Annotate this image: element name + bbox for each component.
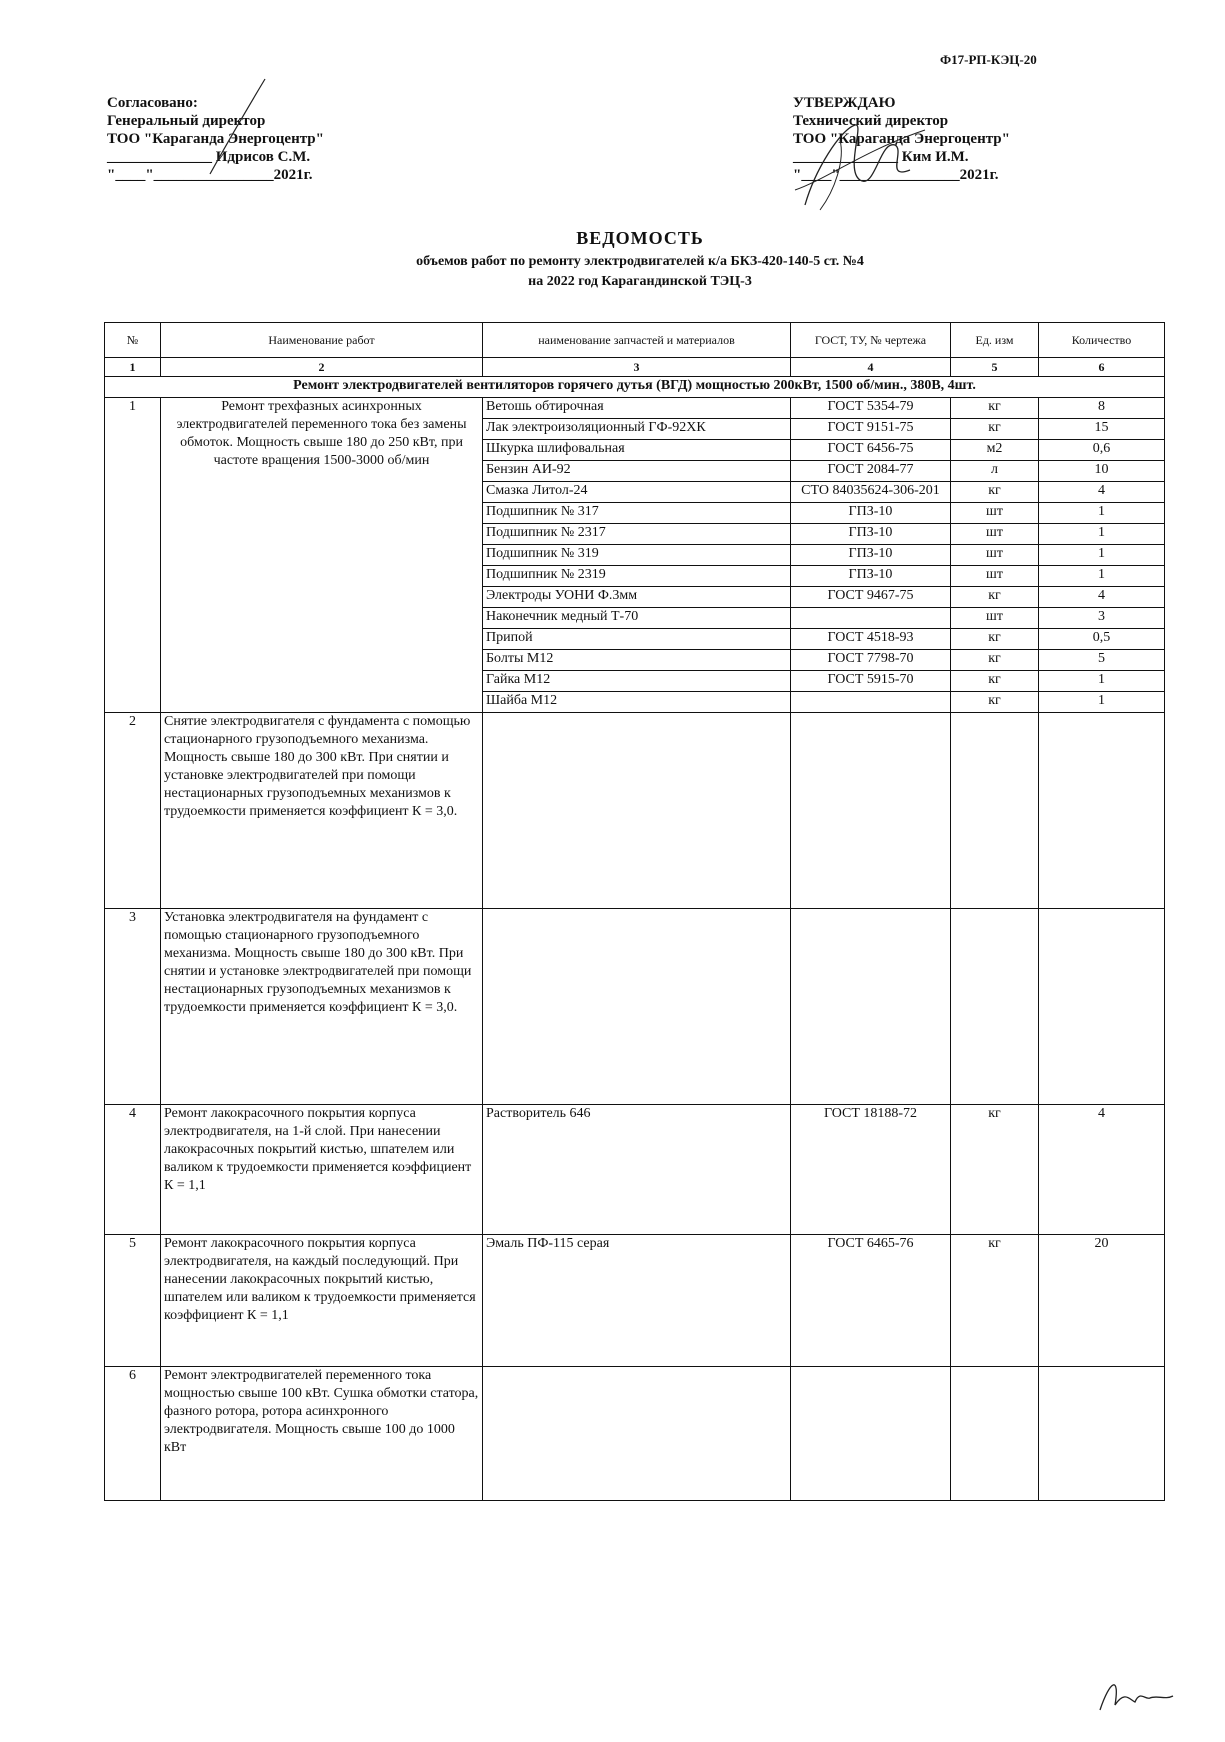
material-qty: 1 — [1039, 671, 1165, 692]
table-row — [105, 1367, 1165, 1501]
material-gost — [791, 909, 951, 1105]
material-unit: кг — [951, 1235, 1039, 1367]
material-unit: кг — [951, 671, 1039, 692]
section-title-row — [105, 377, 1165, 398]
material-gost — [791, 1367, 951, 1501]
material-unit: л — [951, 461, 1039, 482]
material-gost: ГОСТ 6456-75 — [791, 440, 951, 461]
material-name — [483, 1367, 791, 1501]
section-title: Ремонт электродвигателей вентиляторов горячего дутья (ВГД) мощностью 200кВт, 1500 об/мин., 380В, 4шт. — [105, 377, 1165, 398]
material-qty: 4 — [1039, 1105, 1165, 1235]
material-unit: кг — [951, 692, 1039, 713]
column-number-row — [105, 358, 1165, 377]
approval-left-position: Генеральный директор — [107, 113, 266, 129]
material-gost: ГОСТ 5354-79 — [791, 398, 951, 419]
material-qty: 3 — [1039, 608, 1165, 629]
material-unit: шт — [951, 524, 1039, 545]
material-unit: кг — [951, 587, 1039, 608]
material-gost: ГПЗ-10 — [791, 545, 951, 566]
approval-right-company: ТОО "Караганда Энергоцентр" — [793, 131, 1010, 147]
document-subtitle-1: объемов работ по ремонту электродвигателей к/а БКЗ-420-140-5 ст. №4 — [416, 254, 864, 269]
material-name: Шайба М12 — [483, 692, 791, 713]
work-description: Ремонт трехфазных асинхронных электродвигателей переменного тока без замены обмоток. Мощность свыше 180 до 250 кВт, при частоте вращения 1500-3000 об/мин — [161, 398, 483, 713]
approval-left-name: ______________ Идрисов С.М. — [107, 149, 311, 165]
material-qty: 0,6 — [1039, 440, 1165, 461]
work-number: 4 — [105, 1105, 161, 1235]
material-gost: ГОСТ 2084-77 — [791, 461, 951, 482]
form-code: Ф17-РП-КЭЦ-20 — [940, 52, 1037, 67]
material-qty: 15 — [1039, 419, 1165, 440]
approval-left-company: ТОО "Караганда Энергоцентр" — [107, 131, 324, 147]
material-gost: ГОСТ 18188-72 — [791, 1105, 951, 1235]
material-qty: 1 — [1039, 692, 1165, 713]
material-unit: шт — [951, 608, 1039, 629]
approval-right-block — [793, 94, 1010, 184]
header-qty: Количество — [1039, 323, 1165, 358]
column-number: 6 — [1039, 358, 1165, 377]
material-qty: 1 — [1039, 524, 1165, 545]
material-name: Наконечник медный Т-70 — [483, 608, 791, 629]
table-row — [105, 1235, 1165, 1367]
material-name: Ветошь обтирочная — [483, 398, 791, 419]
column-number: 3 — [483, 358, 791, 377]
material-qty: 1 — [1039, 566, 1165, 587]
material-name: Бензин АИ-92 — [483, 461, 791, 482]
material-name: Гайка М12 — [483, 671, 791, 692]
material-gost: ГОСТ 7798-70 — [791, 650, 951, 671]
material-unit: шт — [951, 566, 1039, 587]
column-number: 2 — [161, 358, 483, 377]
material-gost — [791, 692, 951, 713]
work-description: Ремонт лакокрасочного покрытия корпуса электродвигателя, на каждый последующий. При нанесении лакокрасочных покрытий кистью, шпателем или валиком к трудоемкости применяется коэффициент К = 1,1 — [161, 1235, 483, 1367]
material-unit — [951, 909, 1039, 1105]
material-gost: ГОСТ 9151-75 — [791, 419, 951, 440]
approval-right-heading: УТВЕРЖДАЮ — [793, 95, 896, 111]
approval-left-block — [107, 94, 324, 184]
approval-left-date: "____"________________2021г. — [107, 167, 313, 183]
header-materials: наименование запчастей и материалов — [483, 323, 791, 358]
approval-right-date: "____"________________2021г. — [793, 167, 999, 183]
approval-right-name: ______________ Ким И.М. — [793, 149, 969, 165]
material-gost — [791, 713, 951, 909]
material-qty: 4 — [1039, 587, 1165, 608]
table-header-row — [105, 323, 1165, 358]
works-table — [104, 322, 1165, 1501]
material-name: Подшипник № 319 — [483, 545, 791, 566]
material-qty: 20 — [1039, 1235, 1165, 1367]
material-name: Растворитель 646 — [483, 1105, 791, 1235]
material-qty: 10 — [1039, 461, 1165, 482]
column-number: 4 — [791, 358, 951, 377]
table-row — [105, 398, 1165, 419]
material-gost — [791, 608, 951, 629]
header-num: № — [105, 323, 161, 358]
material-gost: ГПЗ-10 — [791, 524, 951, 545]
material-name: Электроды УОНИ Ф.3мм — [483, 587, 791, 608]
material-unit: шт — [951, 503, 1039, 524]
material-name — [483, 713, 791, 909]
column-number: 1 — [105, 358, 161, 377]
material-name: Лак электроизоляционный ГФ-92ХК — [483, 419, 791, 440]
document-subtitle-2: на 2022 год Карагандинской ТЭЦ-3 — [528, 274, 752, 289]
header-gost: ГОСТ, ТУ, № чертежа — [791, 323, 951, 358]
material-gost: ГПЗ-10 — [791, 566, 951, 587]
material-qty: 1 — [1039, 503, 1165, 524]
material-unit: кг — [951, 398, 1039, 419]
material-gost: ГОСТ 6465-76 — [791, 1235, 951, 1367]
material-name: Подшипник № 317 — [483, 503, 791, 524]
work-number: 2 — [105, 713, 161, 909]
material-unit: кг — [951, 419, 1039, 440]
work-number: 3 — [105, 909, 161, 1105]
material-unit — [951, 713, 1039, 909]
initials-signature — [1095, 1670, 1175, 1720]
work-description: Установка электродвигателя на фундамент с помощью стационарного грузоподъемного механизма. Мощность свыше 180 до 300 кВт. При снятии и установке электродвигателей при помощи нестационарных грузоподъемных механизмов к трудоемкости применяется коэффициент К = 3,0. — [161, 909, 483, 1105]
table-row — [105, 713, 1165, 909]
work-number: 6 — [105, 1367, 161, 1501]
material-name: Болты М12 — [483, 650, 791, 671]
material-name — [483, 909, 791, 1105]
work-description: Ремонт лакокрасочного покрытия корпуса электродвигателя, на 1-й слой. При нанесении лакокрасочных покрытий кистью, шпателем или валиком к трудоемкости применяется коэффициент К = 1,1 — [161, 1105, 483, 1235]
material-gost: ГПЗ-10 — [791, 503, 951, 524]
material-unit: м2 — [951, 440, 1039, 461]
header-unit: Ед. изм — [951, 323, 1039, 358]
material-qty: 0,5 — [1039, 629, 1165, 650]
material-qty: 4 — [1039, 482, 1165, 503]
material-name: Подшипник № 2319 — [483, 566, 791, 587]
material-qty: 8 — [1039, 398, 1165, 419]
table-row — [105, 1105, 1165, 1235]
work-number: 1 — [105, 398, 161, 713]
material-gost: ГОСТ 9467-75 — [791, 587, 951, 608]
material-qty — [1039, 909, 1165, 1105]
material-gost: ГОСТ 4518-93 — [791, 629, 951, 650]
material-gost: СТО 84035624-306-201 — [791, 482, 951, 503]
material-unit: кг — [951, 650, 1039, 671]
work-description: Ремонт электродвигателей переменного тока мощностью свыше 100 кВт. Сушка обмотки статора, фазного ротора, ротора асинхронного электродвигателя. Мощность свыше 100 до 1000 кВт — [161, 1367, 483, 1501]
material-gost: ГОСТ 5915-70 — [791, 671, 951, 692]
column-number: 5 — [951, 358, 1039, 377]
header-work-name: Наименование работ — [161, 323, 483, 358]
material-name: Эмаль ПФ-115 серая — [483, 1235, 791, 1367]
table-row — [105, 909, 1165, 1105]
material-unit — [951, 1367, 1039, 1501]
material-unit: шт — [951, 545, 1039, 566]
approval-left-heading: Согласовано: — [107, 95, 198, 111]
material-name: Смазка Литол-24 — [483, 482, 791, 503]
material-unit: кг — [951, 482, 1039, 503]
material-name: Шкурка шлифовальная — [483, 440, 791, 461]
work-description: Снятие электродвигателя с фундамента с помощью стационарного грузоподъемного механизма. Мощность свыше 180 до 300 кВт. При снятии и установке электродвигателей при помощи нестационарных грузоподъемных механизмов к трудоемкости применяется коэффициент К = 3,0. — [161, 713, 483, 909]
work-number: 5 — [105, 1235, 161, 1367]
material-qty: 5 — [1039, 650, 1165, 671]
material-unit: кг — [951, 1105, 1039, 1235]
material-qty — [1039, 1367, 1165, 1501]
material-name: Припой — [483, 629, 791, 650]
document-title: ВЕДОМОСТЬ — [576, 228, 704, 248]
material-qty — [1039, 713, 1165, 909]
material-unit: кг — [951, 629, 1039, 650]
material-name: Подшипник № 2317 — [483, 524, 791, 545]
approval-right-position: Технический директор — [793, 113, 949, 129]
material-qty: 1 — [1039, 545, 1165, 566]
